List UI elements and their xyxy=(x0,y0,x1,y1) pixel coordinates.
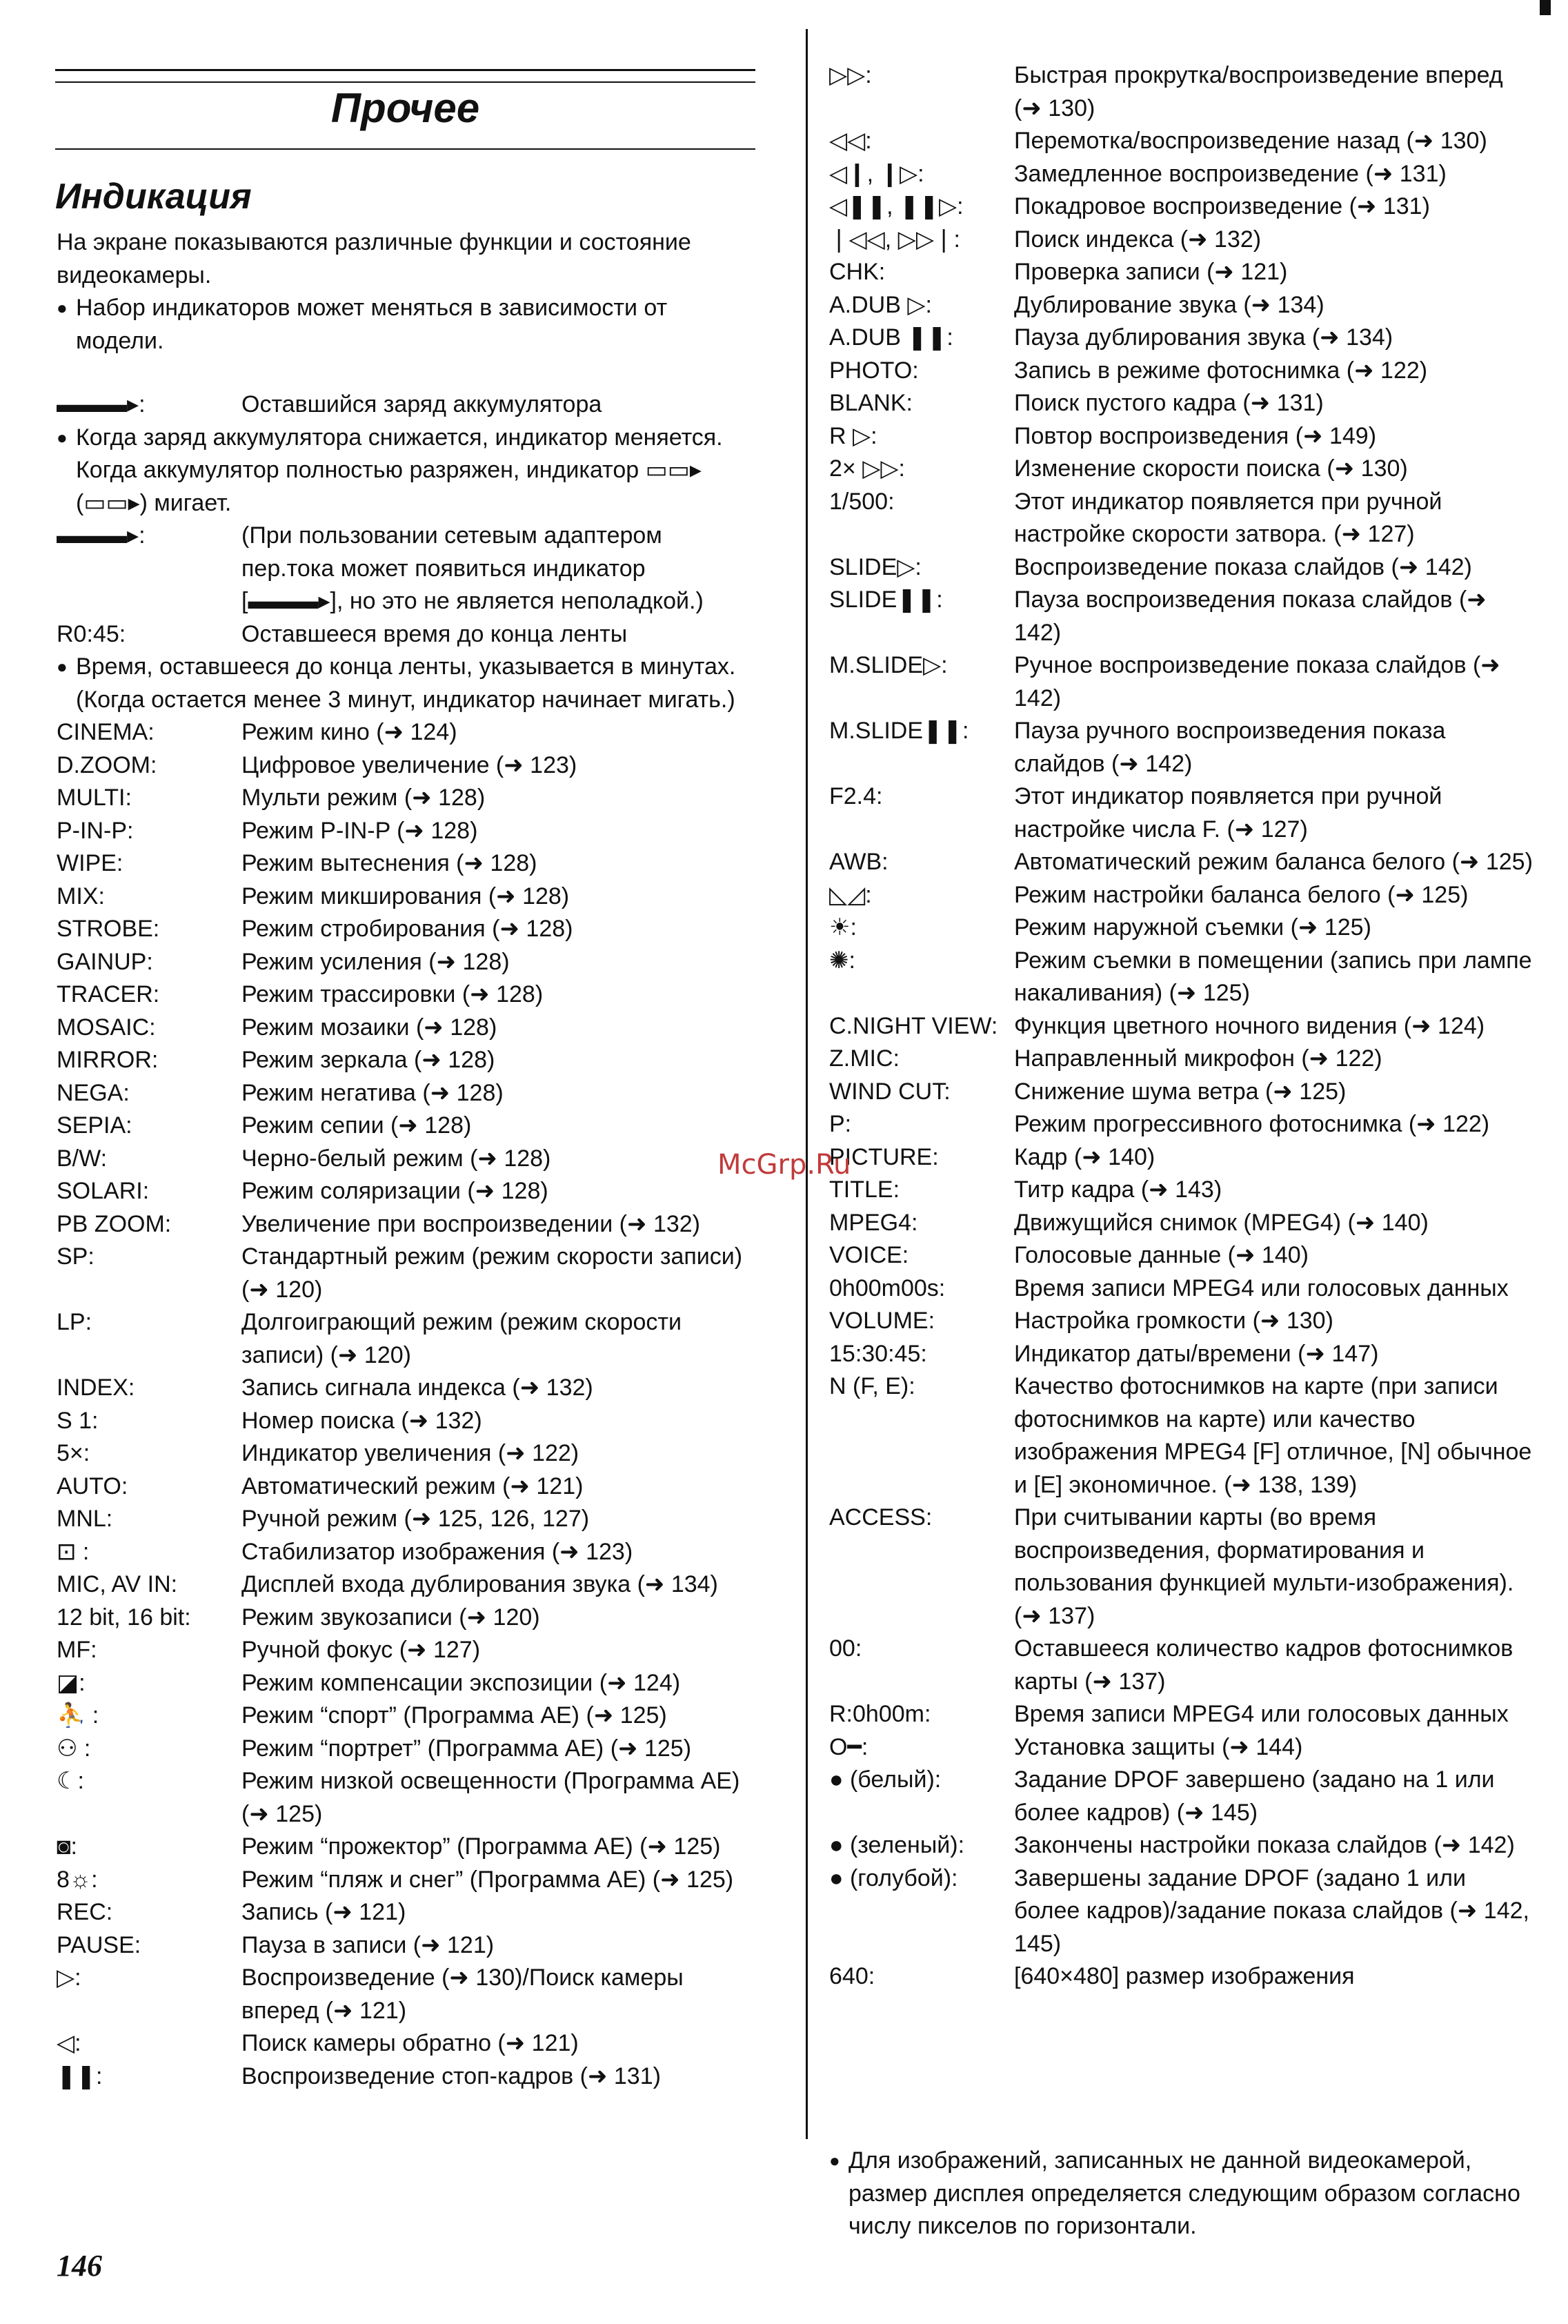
indicator-symbol: M.SLIDE▷: xyxy=(829,652,948,678)
indicator-description: Режим зеркала (➜ 128) xyxy=(241,1047,495,1073)
indicator-symbol: ❘◁◁, ▷▷❘: xyxy=(829,226,960,253)
page-title: Прочее xyxy=(330,85,480,131)
indicator-entry xyxy=(829,486,1533,551)
indicator-description: Повтор воспроизведения (➜ 149) xyxy=(1014,422,1377,449)
indicator-description: Долгоиграющий режим (режим скорости записи) (➜ 120) xyxy=(241,1309,682,1368)
indicator-description: Режим низкой освещенности (Программа AE) (➜ 125) xyxy=(241,1768,740,1827)
indicator-description: Режим стробирования (➜ 128) xyxy=(241,916,573,942)
intro-text: На экране показываются различные функции и состояние видеокамеры. xyxy=(57,229,691,288)
indicator-symbol: ◺◿: xyxy=(829,881,872,908)
indicator-description: Ручной фокус (➜ 127) xyxy=(241,1637,481,1663)
indicator-entry xyxy=(829,453,1533,486)
indicator-entry xyxy=(57,1503,753,1536)
indicator-description: Режим P-IN-P (➜ 128) xyxy=(241,817,478,844)
indicator-symbol: SEPIA: xyxy=(57,1112,132,1139)
indicator-entry xyxy=(57,1241,753,1306)
indicator-entry xyxy=(829,1239,1533,1272)
indicator-entry xyxy=(57,1765,753,1831)
indicator-symbol: 15:30:45: xyxy=(829,1340,927,1367)
indicator-symbol: 0h00m00s: xyxy=(829,1274,946,1301)
indicator-entry xyxy=(829,1698,1533,1731)
page-number: 146 xyxy=(57,2249,102,2283)
indicator-description: Режим микширования (➜ 128) xyxy=(241,883,570,909)
indicator-description: Оставшееся количество кадров фотоснимков карты (➜ 137) xyxy=(1014,1635,1514,1695)
indicator-entry xyxy=(57,1405,753,1438)
indicator-symbol: B/W: xyxy=(57,1145,108,1172)
indicator-symbol: ● (белый): xyxy=(829,1766,942,1793)
indicator-entry xyxy=(57,1372,753,1405)
indicator-symbol: WIPE: xyxy=(57,850,123,876)
indicator-description: Поиск индекса (➜ 132) xyxy=(1014,226,1262,253)
indicator-symbol: O━: xyxy=(829,1733,869,1760)
indicator-description: Снижение шума ветра (➜ 125) xyxy=(1014,1078,1347,1105)
indicator-symbol: PAUSE: xyxy=(57,1931,141,1958)
indicator-symbol: STROBE: xyxy=(57,916,160,942)
indicator-symbol: MNL: xyxy=(57,1506,113,1532)
indicator-symbol: R ▷: xyxy=(829,422,877,449)
indicator-entry xyxy=(57,946,753,979)
indicator-entry xyxy=(57,1831,753,1864)
indicator-description: Завершены задание DPOF (задано 1 или более кадров)/задание показа слайдов (➜ 142, 145) xyxy=(1014,1864,1529,1957)
indicator-symbol: AWB: xyxy=(829,849,889,875)
indicator-description: [640×480] размер изображения xyxy=(1014,1963,1355,1989)
indicator-entry xyxy=(829,1370,1533,1501)
indicator-symbol: D.ZOOM: xyxy=(57,751,157,778)
indicator-symbol: ▷: xyxy=(57,1964,81,1991)
indicator-entry xyxy=(57,1175,753,1208)
indicator-symbol: 8☼: xyxy=(57,1866,98,1893)
indicator-entry xyxy=(57,782,753,815)
indicator-description: Увеличение при воспроизведении (➜ 132) xyxy=(241,1210,700,1237)
indicator-description: Установка защиты (➜ 144) xyxy=(1014,1733,1303,1760)
indicator-entry xyxy=(57,880,753,914)
indicator-entry xyxy=(829,1764,1533,1829)
indicator-symbol: MOSAIC: xyxy=(57,1014,156,1041)
indicator-symbol: BLANK: xyxy=(829,390,913,416)
indicator-entry xyxy=(829,1108,1533,1141)
indicator-description: Проверка записи (➜ 121) xyxy=(1014,259,1288,285)
indicator-entry xyxy=(57,1044,753,1077)
indicator-symbol: INDEX: xyxy=(57,1375,135,1401)
indicator-entry xyxy=(57,1634,753,1667)
indicator-description: Индикатор увеличения (➜ 122) xyxy=(241,1440,579,1466)
indicator-entry xyxy=(829,1731,1533,1764)
left-indicator-list xyxy=(57,388,753,2093)
indicator-symbol: ◁◁: xyxy=(829,128,872,154)
indicator-entry xyxy=(57,1143,753,1176)
indicator-description: Режим трассировки (➜ 128) xyxy=(241,981,544,1007)
indicator-description: Этот индикатор появляется при ручной настройке скорости затвора. (➜ 127) xyxy=(1014,488,1442,547)
indicator-symbol: F2.4: xyxy=(829,783,883,809)
indicator-entry xyxy=(57,388,753,422)
indicator-description: Поиск пустого кадра (➜ 131) xyxy=(1014,390,1324,416)
indicator-symbol: 00: xyxy=(829,1635,862,1662)
indicator-symbol: 640: xyxy=(829,1963,875,1989)
indicator-symbol: ◪: xyxy=(57,1669,86,1696)
indicator-symbol: MIX: xyxy=(57,883,105,909)
indicator-symbol: SLIDE❚❚: xyxy=(829,587,943,613)
indicator-entry xyxy=(57,749,753,782)
indicator-description: Время записи MPEG4 или голосовых данных xyxy=(1014,1274,1509,1301)
indicator-symbol: ▬▬▬▸: xyxy=(57,391,146,417)
indicator-symbol: ◁❚❚, ❚❚▷: xyxy=(829,193,964,219)
indicator-description: Стандартный режим (режим скорости записи) (➜ 120) xyxy=(241,1243,743,1303)
indicator-symbol: WIND CUT: xyxy=(829,1078,951,1105)
indicator-symbol: R0:45: xyxy=(57,620,126,647)
indicator-entry xyxy=(57,1700,753,1733)
indicator-description: Качество фотоснимков на карте (при записи фотоснимков на карте) или качество изображения MPEG4 [F] отличное, [N] обычное и [E] экономичное. (➜ 138, 139) xyxy=(1014,1373,1532,1498)
intro xyxy=(57,226,753,357)
indicator-symbol: P-IN-P: xyxy=(57,817,134,844)
indicator-symbol: S 1: xyxy=(57,1407,99,1434)
indicator-symbol: ✺: xyxy=(829,947,855,974)
column-divider xyxy=(806,29,808,2139)
indicator-symbol: ACCESS: xyxy=(829,1504,933,1530)
indicator-entry xyxy=(829,649,1533,715)
indicator-description: Режим вытеснения (➜ 128) xyxy=(241,850,537,876)
indicator-description: Режим сепии (➜ 128) xyxy=(241,1112,472,1139)
indicator-entry xyxy=(829,1829,1533,1862)
indicator-entry xyxy=(57,1437,753,1470)
indicator-entry xyxy=(57,1864,753,1897)
indicator-entry xyxy=(829,1043,1533,1076)
indicator-description: Титр кадра (➜ 143) xyxy=(1014,1176,1222,1203)
indicator-symbol: SLIDE▷: xyxy=(829,553,922,580)
indicator-description: Режим компенсации экспозиции (➜ 124) xyxy=(241,1669,681,1696)
indicator-entry xyxy=(57,1602,753,1635)
right-indicator-list xyxy=(829,59,1533,1993)
indicator-description: Перемотка/воспроизведение назад (➜ 130) xyxy=(1014,128,1487,154)
indicator-entry xyxy=(829,1207,1533,1240)
indicator-symbol: MIC, AV IN: xyxy=(57,1571,178,1597)
indicator-description: Режим “прожектор” (Программа AE) (➜ 125) xyxy=(241,1833,721,1860)
indicator-entry xyxy=(829,551,1533,584)
indicator-symbol: ⊡ : xyxy=(57,1538,90,1565)
indicator-symbol: ☾: xyxy=(57,1768,84,1794)
indicator-symbol: MF: xyxy=(57,1637,97,1663)
indicator-note: ● Когда заряд аккумулятора снижается, индикатор меняется. Когда аккумулятор полностью разряжен, индикатор ▭▭▸ (▭▭▸) мигает. xyxy=(57,422,753,520)
indicator-symbol: ❚❚: xyxy=(57,2062,103,2089)
indicator-description: Пауза в записи (➜ 121) xyxy=(241,1931,495,1958)
indicator-symbol: 1/500: xyxy=(829,488,895,515)
indicator-symbol: SP: xyxy=(57,1243,95,1270)
indicator-symbol: A.DUB ❚❚: xyxy=(829,324,953,351)
indicator-description: Режим соляризации (➜ 128) xyxy=(241,1178,548,1204)
indicator-entry xyxy=(57,2027,753,2060)
section-title: Индикация xyxy=(55,177,252,217)
indicator-symbol: M.SLIDE❚❚: xyxy=(829,718,969,744)
indicator-entry xyxy=(57,716,753,749)
indicator-symbol: REC: xyxy=(57,1899,113,1925)
indicator-entry xyxy=(829,1633,1533,1698)
indicator-description: Оставшееся время до конца ленты xyxy=(241,620,628,647)
indicator-description: Режим “пляж и снег” (Программа AE) (➜ 125) xyxy=(241,1866,734,1893)
indicator-description: Движущийся снимок (MPEG4) (➜ 140) xyxy=(1014,1209,1429,1236)
indicator-entry xyxy=(829,322,1533,355)
indicator-description: Воспроизведение (➜ 130)/Поиск камеры вперед (➜ 121) xyxy=(241,1964,684,2024)
title-rule-under xyxy=(55,148,755,150)
indicator-description: Индикатор даты/времени (➜ 147) xyxy=(1014,1340,1379,1367)
indicator-entry xyxy=(829,420,1533,453)
indicator-symbol: ● (голубой): xyxy=(829,1864,958,1891)
indicator-description: Режим звукозаписи (➜ 120) xyxy=(241,1604,540,1631)
indicator-symbol: P: xyxy=(829,1111,852,1137)
indicator-symbol: ☀: xyxy=(829,914,857,941)
indicator-entry xyxy=(57,1012,753,1045)
indicator-symbol: CHK: xyxy=(829,259,886,285)
indicator-entry xyxy=(829,584,1533,649)
indicator-entry xyxy=(829,879,1533,912)
indicator-entry xyxy=(829,1501,1533,1633)
indicator-description: Функция цветного ночного видения (➜ 124) xyxy=(1014,1012,1485,1039)
indicator-description: Автоматический режим баланса белого (➜ 125) xyxy=(1014,849,1533,875)
indicator-entry xyxy=(57,1667,753,1700)
indicator-description: Черно-белый режим (➜ 128) xyxy=(241,1145,551,1172)
indicator-description: Направленный микрофон (➜ 122) xyxy=(1014,1045,1382,1072)
indicator-entry xyxy=(57,520,753,618)
indicator-description: Режим съемки в помещении (запись при лампе накаливания) (➜ 125) xyxy=(1014,947,1532,1006)
indicator-symbol: N (F, E): xyxy=(829,1373,915,1399)
indicator-symbol: A.DUB ▷: xyxy=(829,291,932,318)
title-rule-bottom xyxy=(55,81,755,83)
indicator-entry xyxy=(829,912,1533,945)
indicator-entry xyxy=(829,158,1533,191)
indicator-entry xyxy=(57,913,753,946)
indicator-entry xyxy=(57,1733,753,1766)
indicator-entry xyxy=(829,1174,1533,1207)
indicator-entry xyxy=(829,1272,1533,1306)
indicator-description: Голосовые данные (➜ 140) xyxy=(1014,1242,1309,1268)
indicator-symbol: AUTO: xyxy=(57,1473,128,1499)
indicator-description: Дисплей входа дублирования звука (➜ 134) xyxy=(241,1571,718,1597)
indicator-description: Задание DPOF завершено (задано на 1 или более кадров) (➜ 145) xyxy=(1014,1766,1495,1826)
indicator-symbol: TRACER: xyxy=(57,981,160,1007)
indicator-symbol: R:0h00m: xyxy=(829,1701,931,1727)
indicator-description: Закончены настройки показа слайдов (➜ 142) xyxy=(1014,1832,1515,1858)
indicator-symbol: ◁❙, ❙▷: xyxy=(829,160,924,187)
indicator-description: Режим наружной съемки (➜ 125) xyxy=(1014,914,1371,941)
indicator-entry xyxy=(57,815,753,848)
indicator-description: Изменение скорости поиска (➜ 130) xyxy=(1014,455,1408,482)
indicator-description: Режим настройки баланса белого (➜ 125) xyxy=(1014,881,1469,908)
indicator-entry xyxy=(829,355,1533,388)
indicator-entry xyxy=(57,1077,753,1110)
indicator-description: Поиск камеры обратно (➜ 121) xyxy=(241,2030,579,2056)
indicator-symbol: 12 bit, 16 bit: xyxy=(57,1604,191,1631)
indicator-description: Настройка громкости (➜ 130) xyxy=(1014,1308,1333,1334)
indicator-entry xyxy=(57,1929,753,1962)
indicator-description: Дублирование звука (➜ 134) xyxy=(1014,291,1324,318)
indicator-symbol: VOICE: xyxy=(829,1242,909,1268)
indicator-entry xyxy=(57,1470,753,1504)
indicator-symbol: Z.MIC: xyxy=(829,1045,900,1072)
indicator-symbol: LP: xyxy=(57,1309,92,1335)
indicator-description: Ручной режим (➜ 125, 126, 127) xyxy=(241,1506,590,1532)
indicator-symbol: NEGA: xyxy=(57,1079,130,1106)
indicator-description: Режим негатива (➜ 128) xyxy=(241,1079,504,1106)
indicator-symbol: ◁: xyxy=(57,2030,81,2056)
indicator-entry xyxy=(57,978,753,1012)
indicator-description: При считывании карты (во время воспроизведения, форматирования и пользования функцией мульти-изображения). (➜ 137) xyxy=(1014,1504,1514,1629)
indicator-description: Оставшийся заряд аккумулятора xyxy=(241,391,602,417)
indicator-description: Пауза дублирования звука (➜ 134) xyxy=(1014,324,1393,351)
indicator-description: Воспроизведение стоп-кадров (➜ 131) xyxy=(241,2062,661,2089)
indicator-entry xyxy=(829,125,1533,158)
indicator-description: Режим усиления (➜ 128) xyxy=(241,948,510,975)
indicator-symbol: SOLARI: xyxy=(57,1178,150,1204)
indicator-entry xyxy=(57,2060,753,2094)
indicator-entry xyxy=(829,59,1533,125)
indicator-symbol: 5×: xyxy=(57,1440,90,1466)
indicator-description: Кадр (➜ 140) xyxy=(1014,1143,1155,1170)
indicator-symbol: PHOTO: xyxy=(829,357,919,384)
indicator-entry xyxy=(829,1862,1533,1961)
indicator-entry xyxy=(57,1536,753,1569)
footnote: ● Для изображений, записанных не данной видеокамерой, размер дисплея определяется следующим образом согласно числу пикселов по горизонтали. xyxy=(829,2145,1545,2243)
indicator-symbol: ⛹ : xyxy=(57,1702,99,1729)
indicator-entry xyxy=(57,847,753,880)
indicator-entry xyxy=(57,1208,753,1241)
indicator-symbol: TITLE: xyxy=(829,1176,900,1203)
indicator-entry xyxy=(829,945,1533,1010)
intro-bullet: ● Набор индикаторов может меняться в зависимости от модели. xyxy=(57,292,753,357)
indicator-symbol: ● (зеленый): xyxy=(829,1832,965,1858)
indicator-entry xyxy=(829,1076,1533,1109)
indicator-symbol: GAINUP: xyxy=(57,948,153,975)
indicator-symbol: MULTI: xyxy=(57,785,132,811)
indicator-entry xyxy=(829,256,1533,289)
indicator-description: Запись в режиме фотоснимка (➜ 122) xyxy=(1014,357,1428,384)
indicator-description: Режим мозаики (➜ 128) xyxy=(241,1014,497,1041)
indicator-note: ● Время, оставшееся до конца ленты, указывается в минутах. (Когда остается менее 3 минут, индикатор начинает мигать.) xyxy=(57,651,753,716)
indicator-description: Этот индикатор появляется при ручной настройке числа F. (➜ 127) xyxy=(1014,783,1442,843)
indicator-symbol: VOLUME: xyxy=(829,1308,935,1334)
indicator-entry xyxy=(829,224,1533,257)
indicator-symbol: 2× ▷▷: xyxy=(829,455,905,482)
indicator-entry xyxy=(829,1960,1533,1993)
indicator-entry xyxy=(829,289,1533,322)
indicator-description: Автоматический режим (➜ 121) xyxy=(241,1473,584,1499)
indicator-description: Ручное воспроизведение показа слайдов (➜ 142) xyxy=(1014,652,1500,711)
indicator-description: Запись (➜ 121) xyxy=(241,1899,406,1925)
indicator-description: Мульти режим (➜ 128) xyxy=(241,785,486,811)
indicator-description: Режим “спорт” (Программа AE) (➜ 125) xyxy=(241,1702,667,1729)
indicator-description: Время записи MPEG4 или голосовых данных xyxy=(1014,1701,1509,1727)
indicator-entry xyxy=(57,1306,753,1372)
indicator-entry xyxy=(57,1962,753,2027)
indicator-symbol: ▷▷: xyxy=(829,62,872,88)
indicator-entry xyxy=(57,1896,753,1929)
indicator-entry xyxy=(829,1338,1533,1371)
indicator-description: Запись сигнала индекса (➜ 132) xyxy=(241,1375,593,1401)
indicator-symbol: MPEG4: xyxy=(829,1209,918,1236)
indicator-description: Пауза ручного воспроизведения показа слайдов (➜ 142) xyxy=(1014,718,1446,777)
indicator-entry xyxy=(829,846,1533,879)
indicator-description: (При пользовании сетевым адаптером пер.тока может появиться индикатор [▬▬▬▸], но это не является неполадкой.) xyxy=(241,522,704,614)
indicator-entry xyxy=(57,1568,753,1602)
indicator-description: Режим “портрет” (Программа AE) (➜ 125) xyxy=(241,1735,692,1762)
indicator-entry xyxy=(829,1141,1533,1174)
title-rule-top xyxy=(55,69,755,71)
indicator-entry xyxy=(57,618,753,651)
indicator-description: Замедленное воспроизведение (➜ 131) xyxy=(1014,160,1447,187)
indicator-description: Номер поиска (➜ 132) xyxy=(241,1407,482,1434)
indicator-symbol: ▬▬▬▸: xyxy=(57,522,146,549)
indicator-description: Покадровое воспроизведение (➜ 131) xyxy=(1014,193,1430,219)
indicator-symbol: C.NIGHT VIEW: xyxy=(829,1012,998,1039)
watermark: McGrp.Ru xyxy=(717,1149,851,1181)
indicator-description: Цифровое увеличение (➜ 123) xyxy=(241,751,577,778)
indicator-symbol: PICTURE: xyxy=(829,1143,939,1170)
indicator-description: Пауза воспроизведения показа слайдов (➜ 142) xyxy=(1014,587,1487,646)
indicator-description: Стабилизатор изображения (➜ 123) xyxy=(241,1538,633,1565)
indicator-description: Режим кино (➜ 124) xyxy=(241,719,457,745)
corner-mark xyxy=(1540,0,1551,15)
indicator-entry xyxy=(829,1010,1533,1043)
indicator-entry xyxy=(829,387,1533,420)
indicator-entry xyxy=(57,1110,753,1143)
indicator-symbol: PB ZOOM: xyxy=(57,1210,172,1237)
indicator-symbol: CINEMA: xyxy=(57,719,155,745)
indicator-entry xyxy=(829,190,1533,224)
indicator-description: Быстрая прокрутка/воспроизведение вперед (➜ 130) xyxy=(1014,62,1503,121)
indicator-symbol: ◙: xyxy=(57,1833,77,1860)
indicator-description: Воспроизведение показа слайдов (➜ 142) xyxy=(1014,553,1472,580)
indicator-symbol: ⚇ : xyxy=(57,1735,91,1762)
indicator-description: Режим прогрессивного фотоснимка (➜ 122) xyxy=(1014,1111,1490,1137)
indicator-entry xyxy=(829,780,1533,846)
indicator-entry xyxy=(829,715,1533,780)
indicator-symbol: MIRROR: xyxy=(57,1047,159,1073)
indicator-entry xyxy=(829,1305,1533,1338)
